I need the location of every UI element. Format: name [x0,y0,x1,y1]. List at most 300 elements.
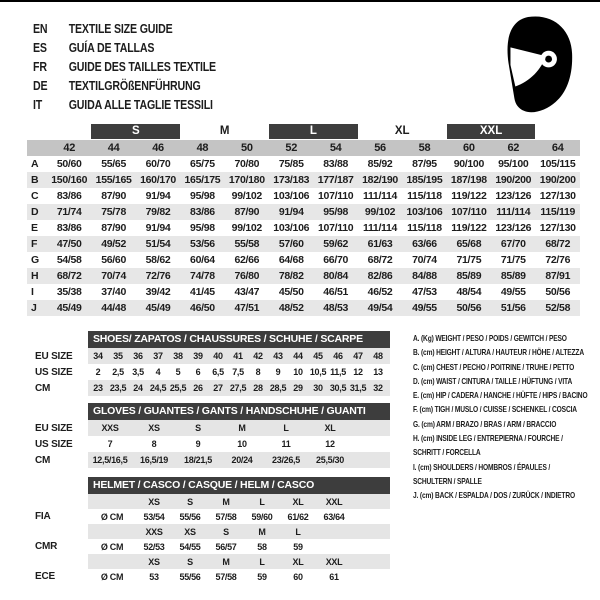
size-value: 20/24 [220,452,264,468]
size-group-cell [180,123,269,140]
language-code: FR [33,60,47,74]
size-value: 27,5 [228,380,248,396]
filler-cell [352,452,390,468]
size-row [35,420,390,436]
size-value: XL [308,420,352,436]
helmet-size-header: S [208,524,244,539]
size-group-label: XL [394,125,410,137]
measurement-value: 47/51 [225,300,269,316]
measurement-value: 45/49 [47,300,91,316]
measurement-value: 49/55 [500,286,526,298]
size-value: 12 [353,367,363,377]
measurement-value: 61/63 [358,236,402,252]
size-value: 7,5 [232,367,244,377]
helmet-size-value: 61 [329,571,339,582]
size-row [35,380,390,396]
measurement-value: 115/118 [407,222,442,234]
size-row [35,436,390,452]
legend-item [413,345,592,359]
measurement-value: 107/110 [447,204,491,220]
unit-label: Ø CM [100,571,124,582]
size-value: M [220,420,264,436]
measurement-letter: G [31,254,39,266]
language-list [33,20,216,115]
measurement-value: 60/70 [145,158,171,170]
filler-cell [352,494,390,509]
measurement-value: 48/54 [456,286,482,298]
size-value: 41 [228,348,248,364]
language-row [33,20,216,39]
standard-label: CMR [35,539,88,554]
measurement-value: 111/114 [362,190,398,202]
helmet-size-header: M [244,524,280,539]
size-value: 16,5/19 [132,452,176,468]
helmet-size-header: L [244,494,280,509]
row-label-spacer [35,477,88,494]
size-value: 11 [281,439,291,449]
measurement-value: 72/76 [136,268,180,284]
measurement-value: 51/56 [491,300,535,316]
legend-line: F. (cm) TIGH / MUSLO / CUISSE / SCHENKEL / COSCIA [413,404,577,415]
size-row [35,348,390,364]
measurement-value: 83/88 [323,158,349,170]
measurement-value: 55/65 [101,158,126,170]
language-label: TEXTILE SIZE GUIDE [68,22,173,36]
row-label: CM [35,452,88,468]
size-group-label: M [219,125,230,137]
measurement-value: 91/94 [145,222,171,234]
size-group-spacer [27,123,91,140]
helmet-size-header: XXL [316,494,352,509]
size-value: 2 [95,367,101,377]
size-value: 28 [248,380,268,396]
legend-line: I. (cm) SHOULDERS / HOMBROS / ÉPAULES / [413,461,551,472]
size-value: 35 [108,348,128,364]
measurement-row [27,172,580,188]
measurement-value: 70/80 [234,158,260,170]
size-group-cell [269,123,358,140]
measurement-value: 49/54 [358,300,402,316]
helmet-size-header: XS [172,524,208,539]
measurement-value: 83/86 [56,190,82,202]
measurement-value: 67/70 [491,236,535,252]
measurement-value: 50/56 [545,286,571,298]
measurement-value: 62/66 [234,254,260,266]
size-row [35,364,390,380]
measurement-value: 85/89 [447,268,491,284]
row-label: US SIZE [35,364,88,380]
measurement-value: 78/82 [269,268,313,284]
measurement-value: 119/122 [451,190,487,202]
measurement-value: 49/55 [402,300,446,316]
helmet-size-header: XXL [316,554,352,569]
size-value: L [264,420,308,436]
helmet-value-row [35,539,390,554]
language-code: ES [33,41,47,55]
helmet-size-value: 59 [257,571,267,582]
measurement-letter: A [31,158,39,170]
measurement-value: 170/180 [225,172,269,188]
helmet-size-header-row [35,554,390,569]
size-value: 46 [328,348,348,364]
measurement-letter: B [27,172,47,188]
size-value: 26 [188,380,208,396]
shoes-size-table [35,331,390,396]
measurement-value: 123/126 [495,222,532,234]
measurement-legend [413,331,592,503]
section-title-cell [88,331,390,348]
size-value: 5 [175,367,181,377]
measurement-value: 119/122 [451,222,487,234]
measurement-value: 87/90 [225,204,269,220]
measurement-value: 95/98 [313,204,357,220]
measurement-value: 190/200 [535,172,580,188]
measurement-value: 71/74 [47,204,91,220]
language-label: TEXTILGRÖßENFÜHRUNG [68,79,201,93]
helmet-size-header: XS [136,554,172,569]
measurement-value: 59/62 [313,236,357,252]
helmet-size-value: 53 [149,571,159,582]
size-value: 3,5 [132,367,144,377]
measurement-letter: C [31,190,39,202]
size-value: 23,5 [108,380,128,396]
legend-item [413,388,592,402]
size-value: 10,5 [309,367,327,377]
section-title-cell [88,403,390,420]
measurement-value: 46/50 [180,300,224,316]
size-value: 7 [107,439,113,449]
helmet-size-header [316,524,352,539]
measurement-value: 177/187 [313,172,357,188]
measurement-value: 173/183 [269,172,313,188]
measurement-row [27,300,580,316]
measurement-value: 48/53 [313,300,357,316]
legend-item [413,417,592,431]
helmet-size-value: 57/58 [215,511,237,522]
measurement-value: 51/54 [136,236,180,252]
measurement-value: 70/74 [91,268,135,284]
measurement-value: 64/68 [278,254,304,266]
size-value: 39 [188,348,208,364]
main-size-table [27,123,580,316]
filler-cell [352,436,390,452]
helmet-size-value: 59/60 [251,511,273,522]
numeric-size-header: 44 [91,140,135,156]
numeric-size-header: 42 [47,140,91,156]
size-group-cell [91,123,180,140]
measurement-value: 115/118 [407,190,442,202]
measurement-value: 99/102 [231,190,262,202]
unit-label: Ø CM [100,541,124,552]
size-value: 25,5/30 [308,452,352,468]
measurement-value: 95/98 [190,222,215,234]
top-border [0,0,600,2]
language-row [33,77,216,96]
size-value: 31,5 [348,380,368,396]
size-value: 28,5 [268,380,288,396]
measurement-row [27,188,580,204]
measurement-value: 185/195 [402,172,446,188]
row-label: EU SIZE [35,348,88,364]
size-value: 13 [373,367,383,377]
measurement-value: 57/60 [269,236,313,252]
measurement-value: 71/75 [456,254,482,266]
measurement-value: 182/190 [358,172,402,188]
measurement-value: 90/100 [453,158,485,170]
measurement-value: 123/126 [495,190,532,202]
measurement-value: 99/102 [358,204,402,220]
helmet-size-value: 57/58 [215,571,237,582]
measurement-value: 76/80 [225,268,269,284]
measurement-row [27,268,580,284]
filler-cell [388,348,390,364]
size-value: 11,5 [330,367,346,377]
size-value: XS [132,420,176,436]
section-title-row [35,403,390,420]
measurement-value: 72/76 [545,254,571,266]
language-label: GUIDA ALLE TAGLIE TESSILI [68,98,213,112]
size-value: 30,5 [328,380,348,396]
measurement-value: 47/50 [47,236,91,252]
measurement-value: 187/198 [447,172,491,188]
numeric-size-header: 52 [269,140,313,156]
language-row [33,39,216,58]
helmet-size-header: S [172,494,208,509]
row-label-spacer [35,403,88,420]
measurement-value: 41/45 [190,286,215,298]
size-value: 24,5 [148,380,168,396]
helmet-size-value: 63/64 [323,511,345,522]
size-group-row [27,123,580,140]
measurement-value: 49/52 [91,236,135,252]
legend-line: C. (cm) CHEST / PECHO / POITRINE / TRUHE / PETTO [413,361,575,372]
measurement-value: 46/51 [323,286,349,298]
size-row [35,452,390,468]
size-value: 43 [268,348,288,364]
size-value: 24 [128,380,148,396]
helmet-size-value: 59 [293,541,303,552]
measurement-value: 43/47 [234,286,260,298]
measurement-value: 111/114 [491,204,535,220]
row-label-spacer [35,331,88,348]
corner-cell [27,140,47,156]
legend-line: E. (cm) HIP / CADERA / HANCHE / HÜFTE / HIPS / BACINO [413,390,588,401]
size-value: 10 [237,439,247,449]
size-value: 12,5/16,5 [88,452,132,468]
measurement-value: 60/64 [190,254,215,266]
size-value: 38 [168,348,188,364]
gloves-size-table [35,403,390,468]
section-title-row [35,477,390,494]
helmet-size-header: XL [280,554,316,569]
measurement-value: 150/160 [47,172,91,188]
size-value: 45 [308,348,328,364]
legend-line: B. (cm) HEIGHT / ALTURA / HAUTEUR / HÖHE / ALTEZZA [413,347,584,358]
helmet-size-header: M [208,554,244,569]
racing-helmet-icon [487,13,575,113]
size-value: 27 [208,380,228,396]
legend-line: H. (cm) INSIDE LEG / ENTREPIERNA / FOURCHE / [413,433,563,444]
size-value: 6 [195,367,201,377]
numeric-size-header: 60 [447,140,491,156]
size-group-cell [447,123,536,140]
size-value: 2,5 [112,367,124,377]
measurement-value: 127/130 [539,190,576,202]
unit-spacer [88,524,136,539]
helmet-size-value: 58 [257,541,267,552]
size-value: 44 [288,348,308,364]
measurement-value: 63/66 [402,236,446,252]
measurement-value: 127/130 [539,222,576,234]
size-value: 30 [308,380,328,396]
measurement-value: 87/90 [101,190,126,202]
measurement-value: 52/58 [535,300,580,316]
numeric-size-header: 64 [535,140,580,156]
size-value: 34 [88,348,108,364]
measurement-value: 65/75 [190,158,215,170]
measurement-row [27,220,580,236]
size-value: 40 [208,348,228,364]
measurement-value: 95/98 [190,190,215,202]
measurement-row [27,204,580,220]
filler-cell [388,364,390,380]
measurement-value: 103/106 [273,222,310,234]
section-title-bar: SHOES/ ZAPATOS / CHAUSSURES / SCHUHE / SCARPE [88,331,390,348]
measurement-value: 45/49 [136,300,180,316]
measurement-letter: I [31,286,34,298]
measurement-value: 48/52 [269,300,313,316]
measurement-value: 75/78 [91,204,135,220]
language-code: EN [33,22,48,36]
size-group-spacer [535,123,580,140]
measurement-value: 44/48 [91,300,135,316]
measurement-value: 75/85 [278,158,304,170]
helmet-value-row [35,509,390,524]
measurement-value: 35/38 [56,286,82,298]
measurement-value: 160/170 [136,172,180,188]
helmet-size-value: 61/62 [287,511,309,522]
measurement-value: 68/72 [535,236,580,252]
helmet-value-row [35,569,390,584]
numeric-size-header: 54 [313,140,357,156]
helmet-size-header: XL [280,494,316,509]
measurement-value: 79/82 [136,204,180,220]
measurement-value: 65/68 [447,236,491,252]
measurement-value: 87/91 [535,268,580,284]
measurement-row [27,236,580,252]
helmet-size-header: XXS [136,524,172,539]
measurement-value: 46/52 [367,286,393,298]
numeric-size-header: 56 [358,140,402,156]
legend-line: G. (cm) ARM / BRAZO / BRAS / ARM / BRACCIO [413,418,557,429]
size-value: 23 [88,380,108,396]
measurement-value: 85/92 [367,158,393,170]
legend-item [413,460,592,489]
measurement-value: 47/53 [412,286,437,298]
numeric-size-header: 50 [225,140,269,156]
size-value: 25,5 [168,380,188,396]
measurement-value: 105/115 [540,158,576,170]
legend-line: J. (cm) BACK / ESPALDA / DOS / ZURÜCK / INDIETRO [413,490,575,501]
unit-label: Ø CM [100,511,124,522]
unit-spacer [88,494,136,509]
measurement-value: 91/94 [145,190,171,202]
size-value: 48 [368,348,388,364]
filler-cell [388,380,390,396]
measurement-value: 84/88 [402,268,446,284]
size-value: 8 [151,439,157,449]
size-group-bar: S [91,124,180,139]
measurement-value: 50/56 [447,300,491,316]
numeric-size-header: 46 [136,140,180,156]
numeric-size-row [27,140,580,156]
helmet-size-header-row [35,494,390,509]
size-value: 29 [288,380,308,396]
size-value: S [176,420,220,436]
helmet-size-table [35,477,390,584]
helmet-size-value: 55/56 [179,511,201,522]
measurement-value: 83/86 [56,222,82,234]
legend-item [413,374,592,388]
row-label: CM [35,380,88,396]
legend-item [413,488,592,502]
size-value: 42 [248,348,268,364]
row-label: US SIZE [35,436,88,452]
measurement-letter: J [27,300,47,316]
standard-label: ECE [35,569,88,584]
size-group-bar: XXL [447,124,536,139]
measurement-value: 111/114 [362,222,398,234]
row-label-spacer [35,524,88,539]
helmet-size-header: L [280,524,316,539]
measurement-value: 103/106 [402,204,446,220]
helmet-size-header-row [35,524,390,539]
size-value: 23/26,5 [264,452,308,468]
section-title-cell [88,477,390,494]
measurement-value: 80/84 [313,268,357,284]
measurement-letter: F [27,236,47,252]
language-label: GUÍA DE TALLAS [68,41,155,55]
size-value: 6,5 [212,367,224,377]
measurement-value: 115/119 [535,204,580,220]
measurement-value: 87/95 [412,158,437,170]
measurement-row [27,284,580,300]
helmet-size-value: 55/56 [179,571,201,582]
measurement-value: 45/50 [278,286,304,298]
numeric-size-header: 58 [402,140,446,156]
helmet-size-value: 56/57 [215,541,237,552]
measurement-value: 66/70 [323,254,349,266]
helmet-size-value: 52/53 [143,541,165,552]
size-value: 36 [128,348,148,364]
unit-spacer [88,554,136,569]
measurement-value: 54/58 [56,254,82,266]
helmet-size-header: XS [136,494,172,509]
language-code: DE [33,79,48,93]
helmet-size-header: M [208,494,244,509]
measurement-value: 91/94 [269,204,313,220]
language-label: GUIDE DES TAILLES TEXTILE [68,60,216,74]
legend-line: SCHRITT / FORCELLA [413,447,481,458]
helmet-size-header: L [244,554,280,569]
helmet-size-header: S [172,554,208,569]
filler-cell [352,554,390,569]
measurement-value: 83/86 [180,204,224,220]
row-label: EU SIZE [35,420,88,436]
size-value: 12 [325,439,335,449]
size-group-bar: L [269,124,358,139]
measurement-value: 58/62 [145,254,171,266]
